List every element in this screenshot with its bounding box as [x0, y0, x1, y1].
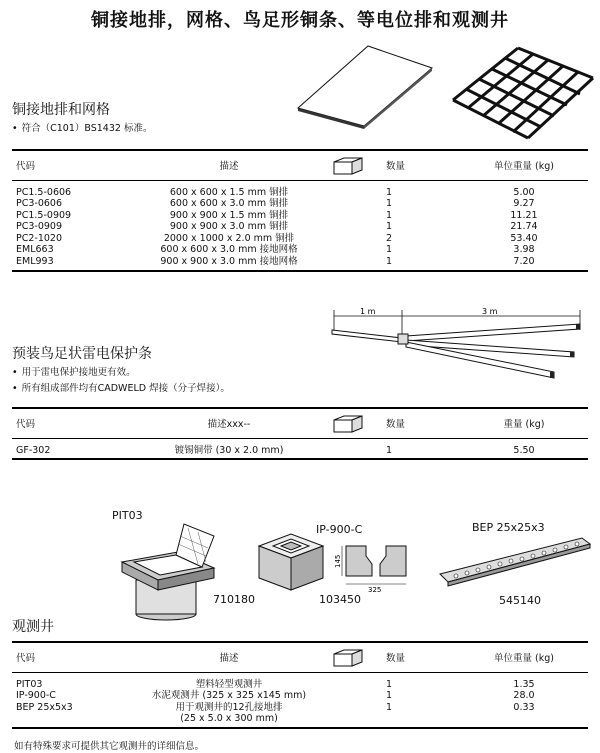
bird-foot-table: [12, 407, 588, 460]
table-row: [12, 233, 588, 245]
footnote: 如有特殊要求可提供其它观测井的详细信息。: [14, 741, 205, 752]
pit03-label: PIT03: [112, 509, 143, 522]
cell-qty: 1: [382, 256, 460, 271]
pit03-illustration: [118, 522, 228, 622]
cell-blank: [326, 713, 382, 728]
cell-qty: 1: [386, 678, 393, 690]
table-row: [12, 713, 588, 728]
table-header-row: [12, 150, 588, 180]
ip900c-width-dim: 325: [368, 586, 382, 594]
cell-blank: [326, 702, 382, 714]
header-qty: 数量: [382, 642, 460, 672]
cell-blank: [326, 690, 382, 702]
table-row: [12, 690, 588, 702]
dim-label-3m: 3 m: [482, 307, 498, 316]
section-heading-copper-plates: 铜接地排和网格: [12, 102, 110, 118]
cell-blank: [326, 672, 382, 690]
inspection-pits-table: [12, 641, 588, 729]
box-header: [326, 642, 382, 672]
cell-desc: (25 x 5.0 x 300 mm): [132, 713, 326, 728]
ip900c-code: 103450: [319, 593, 361, 606]
copper-plate-illustration: [290, 40, 440, 130]
cell-code: PC3-0606: [16, 198, 63, 210]
bird-foot-strip-illustration: [322, 302, 592, 390]
ip900c-label: IP-900-C: [316, 523, 363, 536]
cell-blank: [326, 233, 382, 245]
package-box-icon: [330, 154, 366, 176]
cell-code: IP-900-C: [16, 690, 56, 702]
header-desc: 描述xxx--: [132, 408, 326, 438]
header-desc: 描述: [132, 642, 326, 672]
cell-qty: 1: [386, 221, 393, 233]
cell-code: [12, 713, 132, 728]
cell-qty: 1: [386, 244, 393, 256]
cell-blank: [326, 180, 382, 198]
cell-blank: [326, 198, 382, 210]
cell-desc: 900 x 900 x 3.0 mm 接地网格: [132, 256, 326, 271]
cell-desc: 镀锡铜带 (30 x 2.0 mm): [132, 438, 326, 459]
bullet-cadweld: • 所有组成部件均有CADWELD 焊接（分子焊接）。: [12, 380, 230, 394]
cell-qty: 1: [386, 198, 393, 210]
header-weight: 单位重量 (kg): [460, 150, 588, 180]
table-row: [12, 438, 588, 459]
cell-code: EML993: [12, 256, 132, 271]
cell-qty: 1: [386, 690, 393, 702]
cell-desc: 2000 x 1000 x 2.0 mm 铜排: [163, 232, 295, 244]
header-desc: 描述: [132, 150, 326, 180]
cell-blank: [326, 256, 382, 271]
table-row: [12, 221, 588, 233]
cell-qty: 2: [386, 232, 393, 244]
cell-weight: 3.98: [513, 244, 535, 256]
cell-weight: 21.74: [510, 221, 538, 233]
pit03-code: 710180: [213, 593, 255, 606]
table-row: [12, 672, 588, 690]
ip900c-illustration: [257, 532, 327, 594]
ip900c-section-drawing: [336, 540, 416, 595]
cell-qty: 1: [386, 701, 393, 713]
table-row: [12, 210, 588, 222]
cell-qty: 1: [382, 438, 460, 459]
cell-blank: [326, 244, 382, 256]
cell-code: PIT03: [16, 678, 43, 690]
cell-weight: [460, 713, 588, 728]
box-header: [326, 408, 382, 438]
cell-code: PC1.5-0606: [16, 186, 72, 198]
cell-desc: 水泥观测井 (325 x 325 x145 mm): [151, 690, 307, 702]
cell-weight: 5.00: [513, 186, 535, 198]
cell-desc: 600 x 600 x 3.0 mm 铜排: [169, 198, 289, 210]
table-row: [12, 244, 588, 256]
table-row: [12, 198, 588, 210]
cell-code: GF-302: [12, 438, 132, 459]
cell-desc: 600 x 600 x 3.0 mm 接地网格: [160, 244, 298, 256]
cell-code: BEP 25x5x3: [16, 701, 73, 713]
header-weight: 重量 (kg): [460, 408, 588, 438]
package-box-icon: [330, 646, 366, 668]
cell-weight: 9.27: [513, 198, 535, 210]
package-box-icon: [330, 412, 366, 434]
cell-weight: 53.40: [510, 232, 538, 244]
ip900c-height-dim: 145: [334, 554, 342, 568]
cell-blank: [326, 221, 382, 233]
cell-desc: 900 x 900 x 3.0 mm 铜排: [169, 221, 289, 233]
cell-weight: 1.35: [513, 678, 535, 690]
bullet-lightning: • 用于雷电保护接地更有效。: [12, 364, 136, 378]
table-header-row: [12, 408, 588, 438]
table-row: [12, 256, 588, 271]
bep-busbar-illustration: [436, 534, 596, 594]
cell-weight: 7.20: [460, 256, 588, 271]
cell-desc: 600 x 600 x 1.5 mm 铜排: [169, 186, 289, 198]
header-code: 代码: [12, 408, 132, 438]
cell-blank: [326, 210, 382, 222]
section-heading-bird-foot: 预装鸟足状雷电保护条: [12, 346, 152, 362]
cell-weight: 0.33: [513, 701, 535, 713]
earth-mesh-illustration: [448, 40, 598, 140]
header-weight: 单位重量 (kg): [460, 642, 588, 672]
cell-weight: 5.50: [460, 438, 588, 459]
header-qty: 数量: [382, 408, 460, 438]
box-header: [326, 150, 382, 180]
cell-qty: 1: [386, 186, 393, 198]
bep-code: 545140: [499, 594, 541, 607]
dim-label-1m: 1 m: [360, 307, 376, 316]
table-header-row: [12, 642, 588, 672]
page-title: 铜接地排，网格、鸟足形铜条、等电位排和观测井: [91, 10, 509, 31]
cell-blank: [326, 438, 382, 459]
header-code: 代码: [12, 642, 132, 672]
cell-desc: 用于观测井的12孔接地排: [175, 701, 283, 713]
table-row: [12, 702, 588, 714]
bep-label: BEP 25x25x3: [472, 521, 545, 534]
cell-desc: 900 x 900 x 1.5 mm 铜排: [169, 209, 289, 221]
cell-code: PC3-0909: [16, 221, 63, 233]
cell-weight: 11.21: [510, 209, 538, 221]
cell-qty: [382, 713, 460, 728]
header-code: 代码: [12, 150, 132, 180]
cell-desc: 塑料轻型观测井: [195, 678, 263, 690]
copper-plates-table: [12, 149, 588, 272]
header-qty: 数量: [382, 150, 460, 180]
cell-code: EML663: [16, 244, 54, 256]
bullet-standard: • 符合（C101）BS1432 标准。: [12, 120, 152, 134]
section-heading-inspection-pits: 观测井: [12, 619, 54, 635]
cell-code: PC2-1020: [16, 232, 63, 244]
cell-code: PC1.5-0909: [16, 209, 72, 221]
table-row: [12, 180, 588, 198]
cell-qty: 1: [386, 209, 393, 221]
cell-weight: 28.0: [513, 690, 535, 702]
